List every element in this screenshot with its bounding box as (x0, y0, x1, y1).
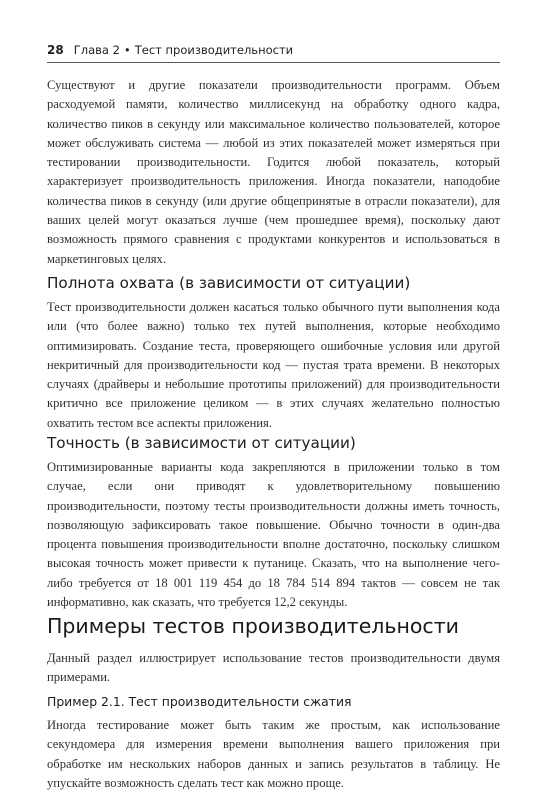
accuracy-heading: Точность (в зависимости от ситуации) (47, 434, 356, 452)
running-header (47, 43, 500, 63)
example-2-1-heading: Пример 2.1. Тест производительности сжатия (47, 694, 352, 709)
examples-heading: Примеры тестов производительности (47, 614, 459, 638)
header-rule (47, 62, 500, 63)
header-bullet: • (123, 43, 131, 57)
coverage-heading: Полнота охвата (в зависимости от ситуации) (47, 274, 411, 292)
chapter-title: Тест производительности (134, 43, 294, 57)
accuracy-paragraph: Оптимизированные варианты кода закрепляются в приложении только в том случае, если они приводят к удовлетворительному повышению производительности, поэтому тесты производительности должны иметь точность, позволяющую зафиксировать такое повышение. Обычно точности в один-два процента повышения производительности вполне достаточно, поскольку слишком высокая точность может привести к путанице. Сказать, что на выполнение чего-либо требуется от 18 001 119 454 до 18 784 514 894 тактов — совсем не так информативно, как сказать, что требуется 12,2 секунды. (47, 460, 500, 610)
coverage-paragraph: Тест производительности должен касаться только обычного пути выполнения кода или (что более важно) только тех путей выполнения, которые необходимо оптимизировать. Создание теста, проверяющего ошибочные условия или другой некритичный для производительности код — пустая трата времени. В некоторых случаях (драйверы и небольшие прототипы приложений) для производительности критично все приложение целиком — в этих случаях желательно полностью охватить тестом все аспекты приложения. (47, 300, 500, 430)
example-2-1-paragraph: Иногда тестирование может быть таким же простым, как использование секундомера для измерения времени выполнения вашего приложения при обработке им нескольких наборов данных и запись результатов в таблицу. Не упускайте возможность сделать тест как можно проще. (47, 718, 500, 790)
intro-paragraph: Существуют и другие показатели производительности программ. Объем расходуемой памяти, количество миллисекунд на обработку одного кадра, количество пиков в секунду или максимальное количество пользователей, которое может обслуживать система — любой из этих показателей может измеряться при тестировании производительности. Годится любой показатель, который характеризует производительность приложения. Иногда показатели, наподобие количества пиков в секунду (или другие общепринятые в отрасли показатели), для ваших целей могут оказаться лучше (чем прошедшее время), поскольку дают возможность прямого сравнения с продуктами конкурентов и использоваться в маркетинговых целях. (47, 78, 500, 266)
chapter-label: Глава 2 (73, 43, 120, 57)
examples-paragraph: Данный раздел иллюстрирует использование тестов производительности двумя примерами. (47, 651, 500, 685)
page-number: 28 (47, 43, 64, 57)
